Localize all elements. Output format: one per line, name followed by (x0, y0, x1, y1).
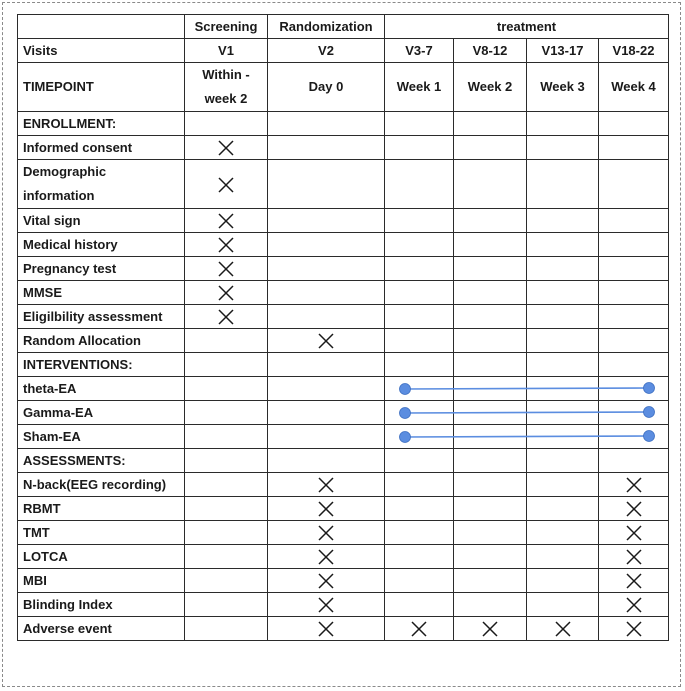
timepoint-cell: Week 1 (385, 63, 454, 112)
schedule-cell (599, 233, 669, 257)
schedule-cell (268, 473, 385, 497)
x-mark-icon (411, 621, 427, 637)
schedule-cell (599, 617, 669, 641)
schedule-cell (527, 617, 599, 641)
x-mark-icon (626, 477, 642, 493)
row-label: N-back(EEG recording) (18, 473, 185, 497)
schedule-cell (454, 353, 527, 377)
schedule-cell (385, 160, 454, 209)
visit-cell: V2 (268, 39, 385, 63)
schedule-cell (599, 112, 669, 136)
x-mark-icon (318, 573, 334, 589)
schedule-cell (454, 160, 527, 209)
schedule-cell (268, 521, 385, 545)
schedule-cell (599, 521, 669, 545)
x-mark-icon (555, 621, 571, 637)
schedule-row (18, 617, 669, 641)
schedule-row (18, 257, 669, 281)
schedule-cell (527, 449, 599, 473)
schedule-cell (599, 545, 669, 569)
schedule-cell (268, 545, 385, 569)
schedule-cell (268, 160, 385, 209)
row-label: Gamma-EA (18, 401, 185, 425)
schedule-cell (185, 473, 268, 497)
schedule-cell (599, 569, 669, 593)
timepoint-cell: Day 0 (268, 63, 385, 112)
row-label: Visits (18, 39, 185, 63)
schedule-cell (454, 377, 527, 401)
x-mark-icon (626, 597, 642, 613)
header-randomization: Randomization (268, 15, 385, 39)
visit-cell: V18-22 (599, 39, 669, 63)
schedule-cell (268, 112, 385, 136)
schedule-cell (268, 593, 385, 617)
schedule-row (18, 569, 669, 593)
schedule-cell (454, 593, 527, 617)
schedule-cell (385, 593, 454, 617)
schedule-cell (454, 233, 527, 257)
schedule-cell (599, 449, 669, 473)
row-label: Random Allocation (18, 329, 185, 353)
schedule-cell (268, 329, 385, 353)
schedule-cell (599, 281, 669, 305)
schedule-cell (599, 401, 669, 425)
row-label: theta-EA (18, 377, 185, 401)
schedule-cell (385, 545, 454, 569)
schedule-cell (527, 160, 599, 209)
schedule-cell (454, 209, 527, 233)
schedule-cell (185, 281, 268, 305)
schedule-cell (527, 233, 599, 257)
schedule-cell (268, 136, 385, 160)
schedule-cell (527, 329, 599, 353)
row-label: ASSESSMENTS: (18, 449, 185, 473)
row-label: TMT (18, 521, 185, 545)
schedule-cell (185, 353, 268, 377)
schedule-cell (527, 401, 599, 425)
schedule-cell (599, 473, 669, 497)
schedule-cell (185, 569, 268, 593)
row-label: MBI (18, 569, 185, 593)
schedule-row (18, 329, 669, 353)
schedule-cell (527, 377, 599, 401)
schedule-cell (185, 136, 268, 160)
row-label: Blinding Index (18, 593, 185, 617)
x-mark-icon (626, 501, 642, 517)
schedule-cell (599, 305, 669, 329)
schedule-cell (268, 401, 385, 425)
schedule-cell (185, 401, 268, 425)
visit-cell: V1 (185, 39, 268, 63)
schedule-cell (385, 305, 454, 329)
schedule-cell (599, 593, 669, 617)
schedule-cell (385, 617, 454, 641)
schedule-row (18, 305, 669, 329)
timepoint-row (18, 63, 669, 112)
schedule-cell (185, 257, 268, 281)
x-mark-icon (318, 549, 334, 565)
schedule-cell (599, 497, 669, 521)
schedule-cell (268, 377, 385, 401)
schedule-cell (599, 136, 669, 160)
schedule-cell (454, 257, 527, 281)
schedule-row (18, 160, 669, 209)
schedule-cell (385, 497, 454, 521)
x-mark-icon (626, 525, 642, 541)
schedule-cell (527, 521, 599, 545)
x-mark-icon (218, 177, 234, 193)
schedule-cell (268, 209, 385, 233)
row-label: INTERVENTIONS: (18, 353, 185, 377)
row-label: MMSE (18, 281, 185, 305)
schedule-row (18, 545, 669, 569)
timepoint-cell: Week 4 (599, 63, 669, 112)
schedule-cell (385, 473, 454, 497)
schedule-row (18, 112, 669, 136)
timepoint-cell: Week 3 (527, 63, 599, 112)
schedule-cell (268, 617, 385, 641)
schedule-cell (268, 257, 385, 281)
schedule-cell (454, 521, 527, 545)
schedule-cell (527, 545, 599, 569)
schedule-cell (385, 377, 454, 401)
schedule-cell (185, 112, 268, 136)
schedule-row (18, 377, 669, 401)
corner-cell (18, 15, 185, 39)
schedule-row (18, 233, 669, 257)
schedule-cell (454, 545, 527, 569)
schedule-cell (385, 401, 454, 425)
x-mark-icon (218, 140, 234, 156)
schedule-row (18, 136, 669, 160)
schedule-cell (527, 473, 599, 497)
timepoint-cell: Week 2 (454, 63, 527, 112)
study-schedule-table (17, 14, 669, 641)
schedule-cell (599, 160, 669, 209)
schedule-cell (454, 473, 527, 497)
schedule-row (18, 281, 669, 305)
schedule-row (18, 209, 669, 233)
row-label: Adverse event (18, 617, 185, 641)
x-mark-icon (626, 549, 642, 565)
schedule-row (18, 425, 669, 449)
schedule-row (18, 449, 669, 473)
schedule-cell (527, 593, 599, 617)
schedule-cell (268, 233, 385, 257)
schedule-cell (454, 112, 527, 136)
schedule-cell (268, 281, 385, 305)
schedule-cell (268, 449, 385, 473)
x-mark-icon (318, 477, 334, 493)
header-treatment: treatment (385, 15, 669, 39)
schedule-cell (185, 233, 268, 257)
schedule-cell (385, 233, 454, 257)
x-mark-icon (318, 333, 334, 349)
visit-cell: V13-17 (527, 39, 599, 63)
schedule-cell (385, 521, 454, 545)
schedule-cell (185, 593, 268, 617)
schedule-cell (454, 136, 527, 160)
x-mark-icon (318, 525, 334, 541)
schedule-cell (185, 329, 268, 353)
schedule-cell (454, 569, 527, 593)
header-screening: Screening (185, 15, 268, 39)
schedule-cell (454, 617, 527, 641)
schedule-cell (527, 569, 599, 593)
schedule-cell (185, 617, 268, 641)
x-mark-icon (218, 309, 234, 325)
schedule-cell (268, 569, 385, 593)
schedule-cell (185, 160, 268, 209)
schedule-cell (185, 425, 268, 449)
schedule-cell (527, 497, 599, 521)
visit-cell: V3-7 (385, 39, 454, 63)
schedule-cell (185, 449, 268, 473)
row-label: Demographic information (18, 160, 185, 209)
schedule-cell (385, 257, 454, 281)
schedule-cell (527, 112, 599, 136)
row-label: TIMEPOINT (18, 63, 185, 112)
schedule-cell (454, 425, 527, 449)
x-mark-icon (318, 501, 334, 517)
schedule-cell (454, 401, 527, 425)
row-label: Sham-EA (18, 425, 185, 449)
schedule-cell (385, 112, 454, 136)
schedule-cell (527, 257, 599, 281)
visit-cell: V8-12 (454, 39, 527, 63)
schedule-cell (385, 281, 454, 305)
row-label: Informed consent (18, 136, 185, 160)
visits-row (18, 39, 669, 63)
schedule-cell (385, 329, 454, 353)
x-mark-icon (318, 597, 334, 613)
schedule-cell (185, 497, 268, 521)
schedule-cell (385, 136, 454, 160)
schedule-cell (527, 425, 599, 449)
schedule-cell (385, 209, 454, 233)
schedule-row (18, 401, 669, 425)
schedule-cell (185, 305, 268, 329)
schedule-cell (185, 377, 268, 401)
schedule-cell (185, 521, 268, 545)
x-mark-icon (218, 237, 234, 253)
period-header-row (18, 15, 669, 39)
schedule-row (18, 497, 669, 521)
schedule-cell (599, 329, 669, 353)
schedule-row (18, 521, 669, 545)
row-label: RBMT (18, 497, 185, 521)
schedule-cell (527, 281, 599, 305)
schedule-cell (599, 209, 669, 233)
schedule-row (18, 593, 669, 617)
schedule-cell (527, 353, 599, 377)
x-mark-icon (218, 285, 234, 301)
schedule-cell (599, 425, 669, 449)
x-mark-icon (626, 573, 642, 589)
schedule-cell (454, 281, 527, 305)
row-label: Vital sign (18, 209, 185, 233)
schedule-cell (454, 329, 527, 353)
schedule-cell (385, 353, 454, 377)
schedule-cell (268, 305, 385, 329)
row-label: ENROLLMENT: (18, 112, 185, 136)
schedule-cell (268, 353, 385, 377)
x-mark-icon (218, 213, 234, 229)
row-label: Pregnancy test (18, 257, 185, 281)
x-mark-icon (482, 621, 498, 637)
schedule-cell (385, 449, 454, 473)
timepoint-cell: Within -week 2 (185, 63, 268, 112)
schedule-cell (185, 209, 268, 233)
x-mark-icon (218, 261, 234, 277)
schedule-cell (599, 353, 669, 377)
row-label: LOTCA (18, 545, 185, 569)
row-label: Eligilbility assessment (18, 305, 185, 329)
schedule-cell (527, 305, 599, 329)
schedule-cell (454, 305, 527, 329)
schedule-cell (385, 569, 454, 593)
schedule-cell (527, 136, 599, 160)
schedule-cell (454, 449, 527, 473)
schedule-cell (527, 209, 599, 233)
schedule-cell (599, 377, 669, 401)
row-label: Medical history (18, 233, 185, 257)
schedule-row (18, 353, 669, 377)
x-mark-icon (318, 621, 334, 637)
schedule-cell (599, 257, 669, 281)
schedule-cell (454, 497, 527, 521)
schedule-cell (185, 545, 268, 569)
schedule-row (18, 473, 669, 497)
schedule-cell (268, 425, 385, 449)
schedule-cell (268, 497, 385, 521)
x-mark-icon (626, 621, 642, 637)
schedule-cell (385, 425, 454, 449)
